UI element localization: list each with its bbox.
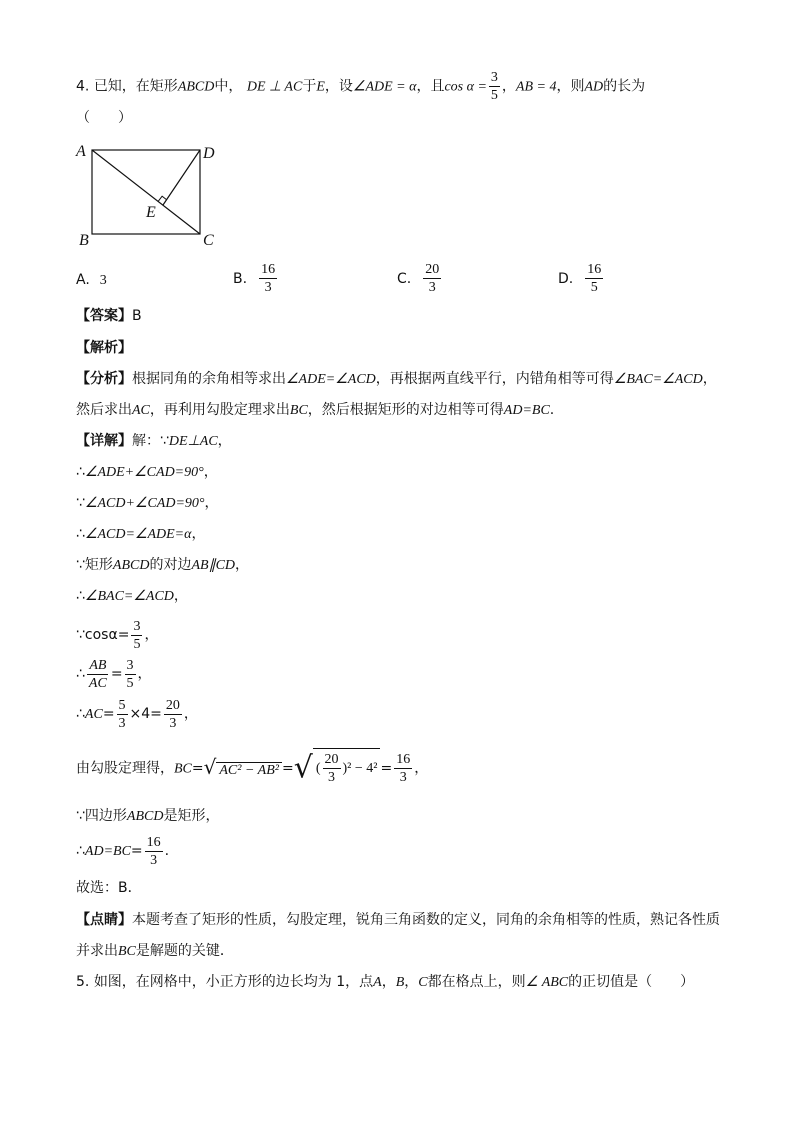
math: BC — [118, 944, 136, 959]
dianjing-line2 — [76, 941, 234, 962]
q4-ab: AB = 4 — [515, 79, 557, 95]
label-d: D — [203, 145, 215, 162]
diagonal-ac — [92, 150, 200, 234]
q4-text: ，且 — [416, 78, 445, 95]
text: ，然后根据矩形的对边相等可得 — [307, 402, 504, 418]
xiangjie-tag: 【详解】 — [76, 433, 132, 449]
fraction — [394, 752, 412, 785]
analysis-tag: 【解析】 — [76, 340, 132, 356]
math: ∠ADE=∠ACD — [286, 372, 376, 387]
text: ， — [203, 464, 218, 480]
math: ABCD — [126, 809, 164, 824]
q4-cos: cos α = — [444, 79, 487, 95]
text: . — [164, 843, 170, 859]
radicand — [313, 748, 381, 789]
text: . — [549, 402, 555, 418]
option-fraction — [423, 262, 441, 295]
q4-text: ，设 — [324, 78, 353, 95]
option-b[interactable] — [233, 262, 279, 295]
fraction — [164, 698, 182, 731]
fraction — [117, 698, 128, 731]
q4-ad: AD — [584, 79, 604, 95]
xiangjie-step7 — [76, 618, 158, 652]
text: 然后求出 — [76, 402, 132, 418]
denominator: 3 — [399, 770, 407, 785]
denominator: 5 — [590, 280, 598, 295]
math: ∠ADE+∠CAD=90° — [84, 465, 204, 480]
text: ∵矩形 — [76, 557, 113, 573]
text: ， — [144, 627, 159, 643]
xiangjie-step8 — [76, 657, 152, 691]
math: AC — [132, 403, 150, 418]
numerator: 20 — [165, 697, 180, 713]
math: C — [418, 975, 428, 990]
text: 是矩形， — [163, 808, 220, 824]
math: A — [373, 975, 382, 990]
xiangjie-step12 — [76, 834, 169, 869]
text: ∴ — [76, 843, 85, 859]
text: = — [130, 843, 143, 859]
xiangjie-step9 — [76, 697, 198, 732]
fenxi-line1 — [76, 369, 717, 390]
denominator: 5 — [133, 636, 141, 652]
fraction — [131, 619, 142, 652]
denominator: 3 — [118, 715, 126, 731]
q4-text: ，则 — [556, 78, 585, 95]
math: BC — [289, 403, 308, 418]
text: = — [110, 666, 123, 682]
radicand: AC² − AB² — [216, 762, 282, 778]
radical-sign: √ — [203, 754, 217, 779]
option-fraction — [259, 262, 277, 295]
math: AD=BC — [84, 844, 131, 859]
denominator: 5 — [126, 675, 134, 691]
option-letter: B. — [233, 270, 248, 287]
numerator: 5 — [118, 697, 126, 713]
option-d[interactable] — [558, 262, 605, 295]
fraction — [323, 752, 341, 785]
text: ∵ — [76, 495, 85, 511]
xiangjie-step6 — [76, 586, 188, 607]
option-letter: A. — [76, 272, 90, 288]
text: ， — [204, 495, 219, 511]
fenxi-line2 — [76, 400, 554, 421]
math: B — [395, 975, 405, 990]
math: AD=BC — [503, 403, 550, 418]
text: ∴ — [76, 588, 85, 604]
option-letter: D. — [558, 270, 574, 287]
answer-value: B — [132, 308, 142, 324]
text: ，再利用勾股定理求出 — [149, 402, 290, 418]
option-fraction — [585, 262, 603, 295]
text: 如图，在网格中，小正方形的边长均为 1，点 — [93, 974, 374, 990]
label-a: A — [76, 143, 86, 160]
q4-text: ， — [501, 78, 516, 95]
xiangjie-step1 — [76, 431, 232, 452]
denominator: 3 — [264, 280, 272, 295]
q4-paren: （ ） — [76, 110, 132, 126]
math: ∠ACD=∠ADE=α — [84, 527, 192, 542]
option-letter: C. — [397, 270, 412, 287]
text: ∴ — [76, 464, 85, 480]
xiangjie-step3 — [76, 493, 219, 514]
text: )² − 4² — [342, 761, 378, 776]
dianjing-line1 — [76, 910, 720, 930]
numerator: AB — [89, 657, 107, 673]
option-c[interactable] — [397, 262, 443, 295]
q5-stem — [76, 972, 694, 993]
q4-number: 4. — [76, 78, 90, 95]
text: ， — [414, 760, 429, 777]
q4-text: 的长为 — [603, 78, 646, 95]
text: ，再根据两直线平行，内错角相等可得 — [375, 371, 614, 387]
text: 都在格点上，则 — [427, 974, 526, 990]
denominator: 3 — [169, 715, 177, 731]
math: ∠BAC=∠ACD — [613, 372, 703, 387]
text: 由勾股定理得， — [76, 760, 174, 777]
math: DE⊥AC — [168, 434, 218, 449]
text: ∴ — [76, 526, 85, 542]
text: = — [380, 760, 393, 777]
q4-perp: DE ⊥ AC — [246, 79, 303, 95]
q4-cos-fraction — [489, 70, 500, 103]
denominator: 3 — [328, 770, 335, 786]
text: ， — [217, 433, 232, 449]
fenxi-tag: 【分析】 — [76, 371, 132, 387]
text: ， — [173, 588, 188, 604]
q4-angle: ∠ADE = α — [352, 79, 417, 95]
text: = — [102, 706, 115, 722]
text: ， — [381, 974, 396, 990]
fraction — [145, 835, 163, 868]
text: 根据同角的余角相等求出 — [132, 371, 286, 387]
math: AB∥CD — [191, 558, 236, 573]
text: = — [191, 760, 204, 777]
denominator: 5 — [490, 88, 498, 103]
q4-rect-name: ABCD — [177, 79, 215, 95]
q5-number: 5. — [76, 974, 90, 990]
numerator: 3 — [133, 618, 141, 634]
math: ∠BAC=∠ACD — [84, 589, 174, 604]
label-b: B — [79, 232, 89, 249]
text: ∵四边形 — [76, 808, 127, 824]
text: 是解题的关键． — [135, 943, 234, 959]
numerator: 20 — [324, 752, 339, 768]
math: AC — [84, 707, 103, 722]
text: = — [281, 760, 294, 777]
xiangjie-step2 — [76, 462, 218, 483]
sqrt-1 — [203, 754, 282, 781]
numerator: 3 — [490, 70, 498, 85]
option-a[interactable] — [76, 270, 107, 291]
label-e: E — [146, 204, 156, 221]
xiangjie-step10 — [76, 748, 428, 790]
q4-foot: E — [316, 79, 325, 95]
math: ∠ACD+∠CAD=90° — [84, 496, 205, 511]
text: ， — [191, 526, 206, 542]
text: ， — [235, 557, 250, 573]
fraction — [87, 658, 109, 691]
numerator: 16 — [261, 262, 276, 277]
rectangle-figure — [70, 138, 230, 250]
numerator: 20 — [425, 262, 440, 277]
xiangjie-step11 — [76, 806, 219, 827]
denominator: 3 — [150, 852, 158, 868]
math: ∠ ABC — [525, 975, 569, 990]
text: 的正切值是（ ） — [568, 974, 695, 990]
q4-text: 于 — [302, 78, 317, 95]
text: 本题考查了矩形的性质，勾股定理，锐角三角函数的定义，同角的余角相等的性质，熟记各性质 — [132, 912, 720, 928]
text: ∵cosα= — [76, 627, 130, 643]
option-value: 3 — [99, 273, 107, 288]
answer-line — [76, 306, 142, 326]
denominator: 3 — [428, 280, 436, 295]
numerator: 16 — [396, 752, 411, 767]
text: ×4= — [129, 706, 162, 722]
numerator: 3 — [126, 657, 134, 673]
q4-text: 已知，在矩形 — [93, 78, 178, 95]
numerator: 16 — [146, 834, 161, 850]
q4-text: 中， — [214, 78, 243, 95]
math: BC — [174, 761, 192, 777]
q4-stem-line1 — [76, 70, 645, 103]
answer-tag: 【答案】 — [76, 308, 132, 324]
text: ∴ — [76, 666, 85, 682]
denominator: AC — [88, 675, 107, 691]
text: 解：∵ — [132, 433, 169, 449]
text: ， — [404, 974, 419, 990]
sqrt-2 — [294, 748, 381, 789]
fraction — [125, 658, 136, 691]
choose-line: 故选：B． — [76, 880, 142, 896]
text: ， — [183, 706, 198, 722]
text: ∴ — [76, 706, 85, 722]
text: ， — [137, 666, 152, 682]
dianjing-tag: 【点睛】 — [76, 912, 132, 928]
numerator: 16 — [587, 262, 602, 277]
xiangjie-step5 — [76, 555, 249, 576]
segment-de — [163, 150, 200, 205]
text: 的对边 — [149, 557, 192, 573]
math: ABCD — [112, 558, 150, 573]
text: 并求出 — [76, 943, 118, 959]
text: ， — [702, 371, 717, 387]
paren: ( — [315, 761, 321, 776]
xiangjie-step4 — [76, 524, 205, 545]
radical-sign: √ — [293, 750, 313, 786]
label-c: C — [203, 232, 214, 249]
